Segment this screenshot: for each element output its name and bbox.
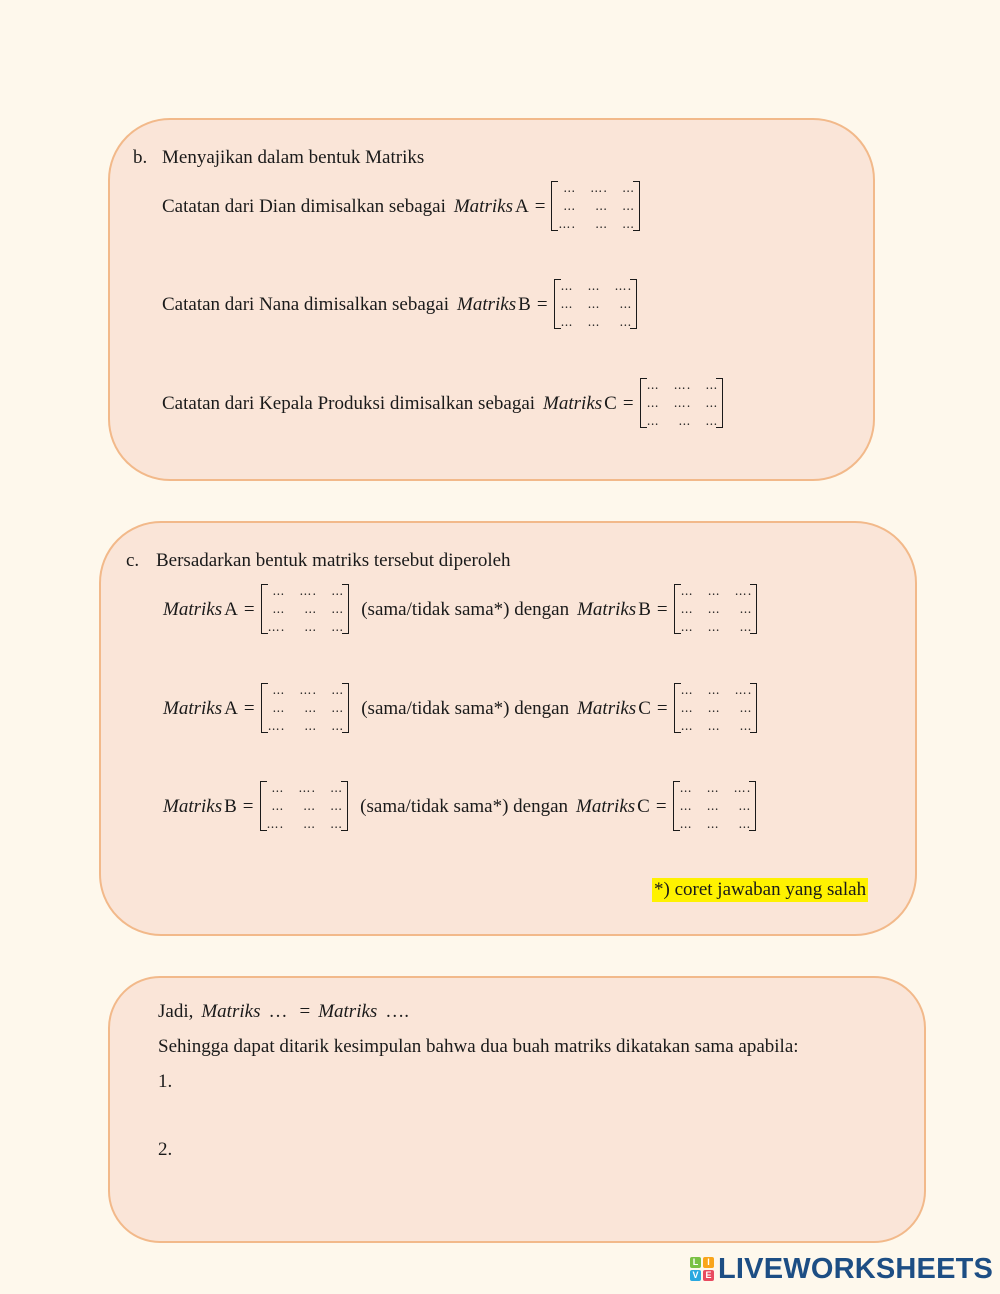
matrix-cell[interactable]: … — [705, 378, 719, 392]
strike-wrong-answer-note: *) coret jawaban yang salah — [654, 879, 867, 900]
left-bracket — [261, 683, 268, 733]
matrix-cell[interactable]: … — [560, 315, 574, 329]
right-bracket — [341, 781, 348, 831]
equals-sign: = — [656, 598, 668, 620]
matrix-cell[interactable]: … — [739, 602, 753, 616]
matrix-cell[interactable]: …. — [267, 719, 286, 733]
logo-mark-icon — [690, 1257, 714, 1281]
matrix-cell[interactable]: … — [303, 817, 317, 831]
matrix-cell[interactable]: … — [303, 799, 317, 813]
matrix-cell[interactable]: …. — [299, 584, 318, 598]
left-bracket — [554, 279, 561, 329]
matrix-cell[interactable]: … — [680, 602, 694, 616]
left-bracket — [674, 584, 681, 634]
matrix-cells — [674, 584, 758, 634]
matrix-cell[interactable]: … — [331, 701, 345, 715]
matrix-cell[interactable]: … — [680, 584, 694, 598]
comparison-left-matrix[interactable] — [261, 683, 350, 733]
matrix-cell[interactable]: …. — [558, 217, 577, 231]
matrix-cell[interactable]: … — [331, 719, 345, 733]
matrix-cell[interactable]: …. — [266, 817, 285, 831]
matrix-cells — [261, 683, 350, 733]
same-not-same-choice[interactable]: (sama/tidak sama*) dengan — [361, 598, 570, 620]
matriks-word: Matriks — [201, 1001, 261, 1022]
comparison-right-matrix[interactable] — [673, 781, 757, 831]
matrix-cell[interactable]: … — [646, 414, 660, 428]
matrix-cell[interactable]: … — [622, 217, 636, 231]
matrix-cell[interactable]: … — [707, 602, 721, 616]
matrix-cell[interactable]: … — [706, 817, 720, 831]
matrix-cell[interactable]: … — [705, 396, 719, 410]
matrix-cell[interactable]: … — [738, 817, 752, 831]
logo-square-e: E — [703, 1270, 714, 1281]
matrix-cell[interactable]: …. — [734, 683, 753, 697]
matrix-cell[interactable]: … — [707, 683, 721, 697]
matrix-cell[interactable]: …. — [299, 683, 318, 697]
matrix-cell[interactable]: … — [271, 781, 285, 795]
matrix-cells — [673, 781, 757, 831]
matrix-cell[interactable]: … — [595, 199, 609, 213]
matrix-cell[interactable]: … — [304, 719, 318, 733]
left-bracket — [674, 683, 681, 733]
matrix-name: A — [224, 697, 238, 719]
liveworksheets-logo — [690, 1252, 993, 1286]
matrix-cell[interactable]: … — [330, 817, 344, 831]
definition-text: Catatan dari Nana dimisalkan sebagai — [162, 293, 450, 315]
left-bracket — [673, 781, 680, 831]
matrix-cell[interactable]: …. — [590, 181, 609, 195]
matrix-cell[interactable]: …. — [614, 279, 633, 293]
matrix-cell[interactable]: … — [331, 584, 345, 598]
right-bracket — [749, 781, 756, 831]
matriks-word: Matriks — [163, 795, 223, 817]
matrix-cells — [260, 781, 349, 831]
logo-square-i: I — [703, 1257, 714, 1268]
matrix-cell[interactable]: … — [560, 297, 574, 311]
matrix-cell[interactable]: … — [706, 799, 720, 813]
right-bracket — [342, 584, 349, 634]
conclusion-sentence: Sehingga dapat ditarik kesimpulan bahwa dua buah matriks dikatakan sama apabila: — [158, 1036, 799, 1057]
matrix-name: C — [638, 697, 651, 719]
matrix-cell[interactable]: … — [619, 297, 633, 311]
right-bracket — [750, 683, 757, 733]
matrix-name: C — [604, 392, 617, 414]
matriks-word: Matriks — [577, 598, 637, 620]
matrix-cell[interactable]: … — [679, 799, 693, 813]
matrix-cell[interactable]: … — [646, 378, 660, 392]
matrix-cell[interactable]: … — [619, 315, 633, 329]
matrix-cell[interactable]: … — [738, 799, 752, 813]
matrix-cell[interactable]: … — [705, 414, 719, 428]
right-bracket — [716, 378, 723, 428]
section-c-title: Bersadarkan bentuk matriks tersebut diperoleh — [156, 550, 511, 571]
matrix-cell[interactable]: …. — [673, 396, 692, 410]
matrix-cells — [551, 181, 640, 231]
matrix-cell[interactable]: …. — [267, 620, 286, 634]
matriks-word: Matriks — [543, 392, 603, 414]
matrix-cell[interactable]: … — [680, 683, 694, 697]
matriks-word: Matriks — [576, 795, 636, 817]
equals-sign: = — [299, 1001, 311, 1022]
section-b-letter: b. — [133, 147, 148, 168]
matrix-name: B — [518, 293, 531, 315]
left-bracket — [260, 781, 267, 831]
matrix-cells — [261, 584, 350, 634]
matrix-cell[interactable]: … — [331, 620, 345, 634]
matrix-cell[interactable]: … — [330, 781, 344, 795]
matrix-cells — [640, 378, 724, 428]
matrix-a-definition — [162, 180, 640, 232]
matrix-cell[interactable]: … — [587, 315, 601, 329]
matrix-cell[interactable]: … — [587, 297, 601, 311]
matrix-cell[interactable]: … — [680, 620, 694, 634]
comparison-row-ab — [161, 583, 757, 635]
left-bracket — [261, 584, 268, 634]
same-not-same-choice[interactable]: (sama/tidak sama*) dengan — [361, 697, 570, 719]
equals-sign: = — [243, 598, 255, 620]
equals-sign: = — [536, 293, 548, 315]
matrix-cell[interactable]: … — [678, 414, 692, 428]
right-bracket — [750, 584, 757, 634]
matrix-cell[interactable]: … — [706, 781, 720, 795]
matrix-cell[interactable]: … — [707, 620, 721, 634]
left-bracket — [551, 181, 558, 231]
matrix-cell[interactable]: … — [563, 199, 577, 213]
same-not-same-choice[interactable]: (sama/tidak sama*) dengan — [360, 795, 569, 817]
matrix-cell[interactable]: … — [739, 719, 753, 733]
right-bracket — [342, 683, 349, 733]
right-bracket — [633, 181, 640, 231]
comparison-right-matrix[interactable] — [674, 683, 758, 733]
matrix-c-input[interactable] — [640, 378, 724, 428]
matrix-cell[interactable]: … — [622, 199, 636, 213]
matrix-cell[interactable]: … — [622, 181, 636, 195]
comparison-right-matrix[interactable] — [674, 584, 758, 634]
matrix-a-input[interactable] — [551, 181, 640, 231]
matrix-cell[interactable]: … — [646, 396, 660, 410]
matrix-cell[interactable]: … — [330, 799, 344, 813]
comparison-row-ac — [161, 682, 757, 734]
matrix-cell[interactable]: … — [272, 701, 286, 715]
matrix-cell[interactable]: …. — [734, 584, 753, 598]
conclusion-equation — [158, 1002, 409, 1021]
matrix-c-definition — [162, 377, 723, 429]
matriks-word: Matriks — [163, 697, 223, 719]
matrix-cell[interactable]: … — [272, 683, 286, 697]
matrix-cell[interactable]: … — [595, 217, 609, 231]
matrix-cell[interactable]: … — [587, 279, 601, 293]
answer-item-2: 2. — [158, 1139, 173, 1160]
matrix-name: A — [224, 598, 238, 620]
section-c-letter: c. — [126, 550, 140, 571]
answer-item-1: 1. — [158, 1071, 173, 1092]
section-c-heading — [126, 551, 511, 570]
matrix-cell[interactable]: … — [331, 602, 345, 616]
matriks-word: Matriks — [163, 598, 223, 620]
matrix-cell[interactable]: … — [680, 719, 694, 733]
matrix-cell[interactable]: … — [271, 799, 285, 813]
matrix-name: B — [224, 795, 237, 817]
matrix-cell[interactable]: … — [272, 584, 286, 598]
logo-text: LIVEWORKSHEETS — [718, 1252, 994, 1285]
jadi-label: Jadi, — [158, 1001, 194, 1022]
right-bracket — [630, 279, 637, 329]
matrix-cell[interactable]: …. — [673, 378, 692, 392]
matrix-cell[interactable]: … — [560, 279, 574, 293]
section-b-title: Menyajikan dalam bentuk Matriks — [162, 147, 425, 168]
matrix-cells — [554, 279, 638, 329]
matriks-word: Matriks — [453, 195, 513, 217]
comparison-left-matrix[interactable] — [260, 781, 349, 831]
equals-sign: = — [622, 392, 634, 414]
matrix-name: C — [637, 795, 650, 817]
matrix-cell[interactable]: … — [680, 701, 694, 715]
matrix-cell[interactable]: … — [707, 719, 721, 733]
matrix-cell[interactable]: … — [304, 701, 318, 715]
matrix-cell[interactable]: … — [739, 701, 753, 715]
matrix-name: B — [638, 598, 651, 620]
definition-text: Catatan dari Dian dimisalkan sebagai — [162, 195, 446, 217]
matrix-cell[interactable]: … — [679, 817, 693, 831]
matrix-cell[interactable]: … — [679, 781, 693, 795]
definition-text: Catatan dari Kepala Produksi dimisalkan sebagai — [162, 392, 536, 414]
equals-sign: = — [534, 195, 546, 217]
logo-square-l: L — [690, 1257, 701, 1268]
matrix-cells — [674, 683, 758, 733]
matrix-cell[interactable]: … — [304, 620, 318, 634]
matriks-word: Matriks — [577, 697, 637, 719]
equals-sign: = — [243, 697, 255, 719]
matrix-cell[interactable]: … — [272, 602, 286, 616]
left-bracket — [640, 378, 647, 428]
matrix-cell[interactable]: … — [331, 683, 345, 697]
equals-sign: = — [242, 795, 254, 817]
matrix-blank-input[interactable]: … — [268, 1001, 288, 1022]
matrix-cell[interactable]: … — [304, 602, 318, 616]
equals-sign: = — [655, 795, 667, 817]
equals-sign: = — [656, 697, 668, 719]
matrix-cell[interactable]: …. — [298, 781, 317, 795]
matrix-cell[interactable]: … — [707, 584, 721, 598]
matrix-cell[interactable]: … — [707, 701, 721, 715]
matrix-cell[interactable]: … — [563, 181, 577, 195]
matriks-word: Matriks — [457, 293, 517, 315]
matrix-name: A — [514, 195, 529, 217]
matrix-blank-input[interactable]: …. — [385, 1001, 410, 1022]
section-b-heading — [133, 148, 424, 167]
matrix-b-input[interactable] — [554, 279, 638, 329]
matrix-b-definition — [162, 278, 637, 330]
logo-square-v: V — [690, 1270, 701, 1281]
matrix-cell[interactable]: … — [739, 620, 753, 634]
comparison-left-matrix[interactable] — [261, 584, 350, 634]
matriks-word: Matriks — [318, 1001, 378, 1022]
comparison-row-bc — [161, 780, 756, 832]
matrix-cell[interactable]: …. — [733, 781, 752, 795]
